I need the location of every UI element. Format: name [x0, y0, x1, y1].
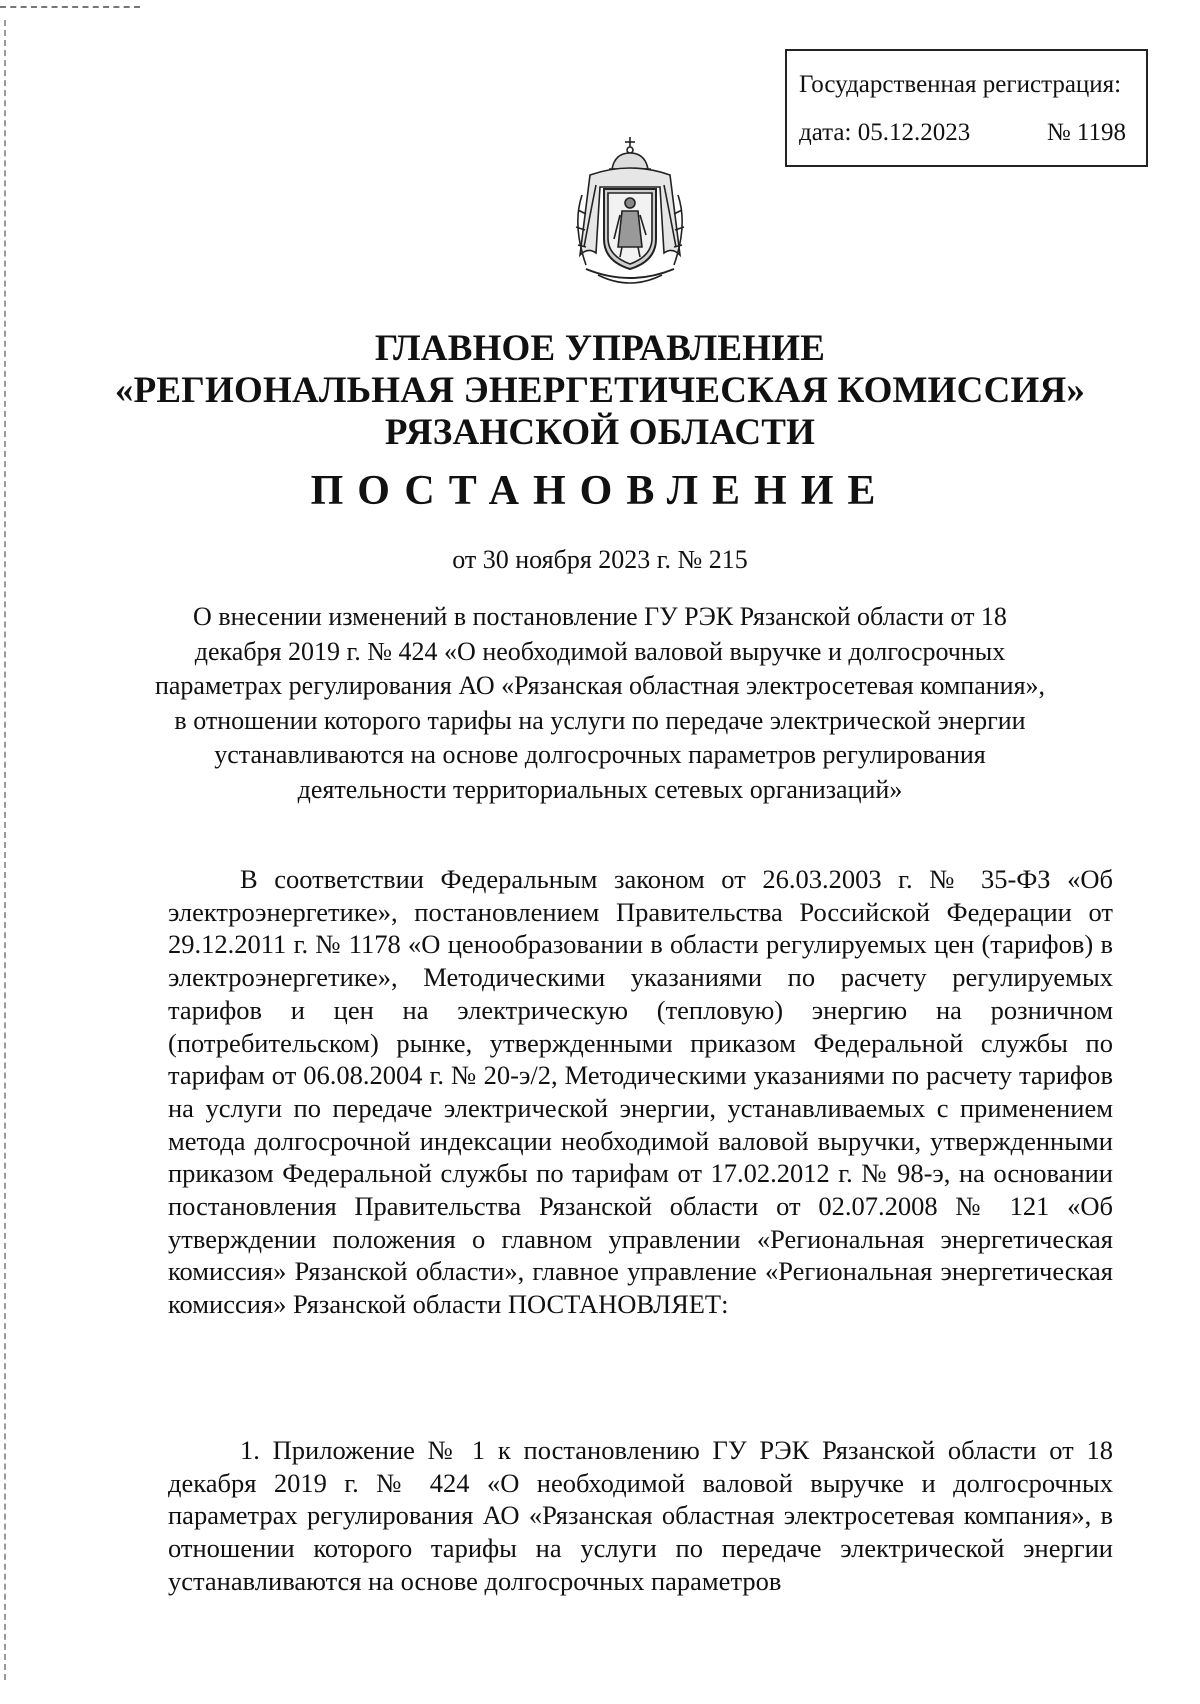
- registration-date: дата: 05.12.2023: [799, 119, 971, 146]
- coat-of-arms-icon: [560, 135, 700, 293]
- registration-label: Государственная регистрация:: [799, 71, 1122, 98]
- document-type-title: ПОСТАНОВЛЕНИЕ: [310, 468, 890, 514]
- preamble-paragraph: В соответствии Федеральным законом от 26.03.2003 г. № 35-ФЗ «Об электроэнергетике», постановлением Правительства Российской Федерации от 29.12.2011 г. № 1178 «О ценообразовании в области регулируемых цен (тарифов) в электроэнергетике», Методическими указаниями по расчету регулируемых тарифов и цен на электрическую (тепловую) энергию на розничном (потребительском) рынке, утвержденными приказом Федеральной службы по тарифам от 06.08.2004 г. № 20-э/2, Методическими указаниями по расчету тарифов на услуги по передаче электрической энергии, устанавливаемых с применением метода долгосрочной индексации необходимой валовой выручки, утвержденными приказом Федеральной службы по тарифам от 17.02.2012 г. № 98-э, на основании постановления Правительства Рязанской области от 02.07.2008 № 121 «Об утверждении положения о главном управлении «Региональная энергетическая комиссия» Рязанской области», главное управление «Региональная энергетическая комиссия» Рязанской области ПОСТАНОВЛЯЕТ:: [168, 864, 1113, 1320]
- scan-left-edge: [4, 20, 8, 1680]
- registration-number: № 1198: [1046, 119, 1126, 146]
- registration-stamp: [785, 49, 1148, 167]
- header-line-2: «РЕГИОНАЛЬНАЯ ЭНЕРГЕТИЧЕСКАЯ КОМИССИЯ»: [114, 370, 1086, 411]
- header-line-1: ГЛАВНОЕ УПРАВЛЕНИЕ: [374, 328, 826, 369]
- document-subject: О внесении изменений в постановление ГУ РЭК Рязанской области от 18 декабря 2019 г. № 424 «О необходимой валовой выручке и долгосрочных параметрах регулирования АО «Рязанская областная электросетевая компания», в отношении которого тарифы на услуги по передаче электрической энергии устанавливаются на основе долгосрочных параметров регулирования деятельности территориальных сетевых организаций»: [154, 602, 1046, 804]
- header-line-3: РЯЗАНСКОЙ ОБЛАСТИ: [384, 412, 816, 453]
- item-1-paragraph: 1. Приложение № 1 к постановлению ГУ РЭК Рязанской области от 18 декабря 2019 г. № 424 «О необходимой валовой выручке и долгосрочных параметрах регулирования АО «Рязанская областная электросетевая компания», в отношении которого тарифы на услуги по передаче электрической энергии устанавливаются на основе долгосрочных параметров: [168, 1435, 1113, 1596]
- scan-edge-marks: [0, 6, 140, 10]
- document-date-number: от 30 ноября 2023 г. № 215: [452, 545, 748, 574]
